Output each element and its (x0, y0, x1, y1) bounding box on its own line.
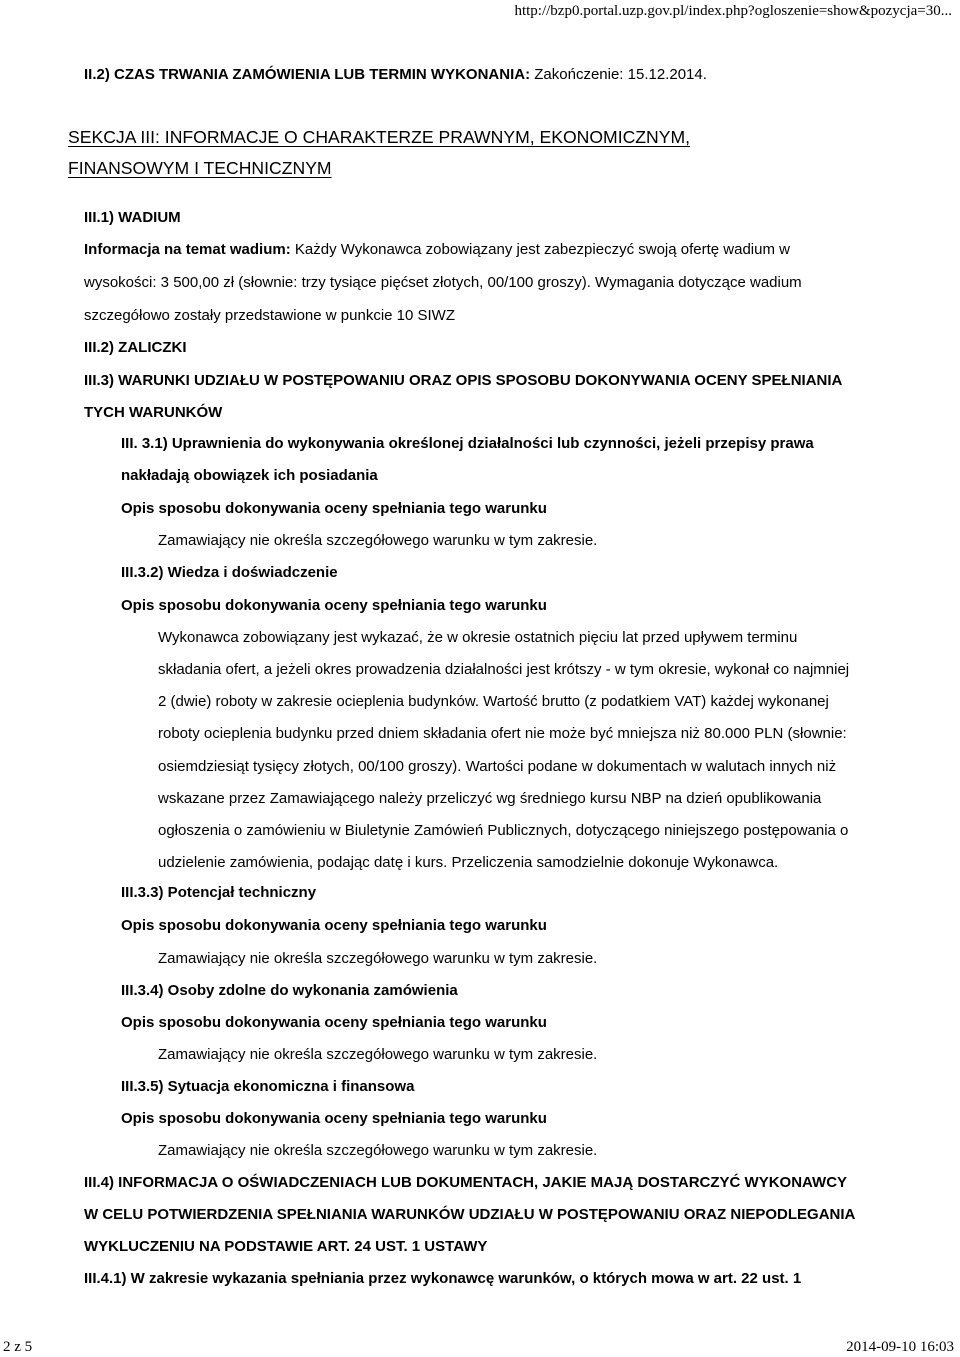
w34-opis: Opis sposobu dokonywania oceny spełniania tego warunku (121, 1014, 547, 1031)
section-ii2-label: II.2) CZAS TRWANIA ZAMÓWIENIA LUB TERMIN WYKONANIA: (84, 66, 531, 83)
w32-line: osiemdziesiąt tysięcy złotych, 00/100 groszy). Wartości podane w dokumentach w walutach innych niż (158, 758, 837, 775)
w32-heading: III.3.2) Wiedza i doświadczenie (121, 564, 338, 581)
w32-line: składania ofert, a jeżeli okres prowadzenia działalności jest krótszy - w tym okresie, wykonał co najmniej (158, 661, 850, 678)
w32-line: 2 (dwie) roboty w zakresie ocieplenia budynków. Wartość brutto (z podatkiem VAT) każdej wykonanej (158, 693, 829, 710)
wadium-label: Informacja na temat wadium: (84, 241, 291, 258)
w32-line: roboty ocieplenia budynku przed dniem składania ofert nie może być mniejsza niż 80.000 PLN (słownie: (158, 725, 847, 742)
w34-heading: III.3.4) Osoby zdolne do wykonania zamówienia (121, 982, 458, 999)
w35-heading: III.3.5) Sytuacja ekonomiczna i finansowa (121, 1078, 415, 1095)
w33-text: Zamawiający nie określa szczegółowego warunku w tym zakresie. (158, 950, 598, 967)
w31-heading-line1: III. 3.1) Uprawnienia do wykonywania określonej działalności lub czynności, jeżeli przepisy prawa (121, 435, 814, 452)
wadium-line1 (84, 241, 790, 259)
w32-line: wskazane przez Zamawiającego należy przeliczyć wg średniego kursu NBP na dzień opublikowania (158, 790, 822, 807)
section-ii2-value: Zakończenie: 15.12.2014. (530, 66, 707, 83)
wadium-heading: III.1) WADIUM (84, 209, 181, 226)
w33-opis: Opis sposobu dokonywania oceny spełniania tego warunku (121, 917, 547, 934)
wadium-line1-text: Każdy Wykonawca zobowiązany jest zabezpieczyć swoją ofertę wadium w (290, 241, 790, 258)
w32-opis: Opis sposobu dokonywania oceny spełniania tego warunku (121, 597, 547, 614)
section-ii2-line (84, 66, 707, 84)
w32-line: Wykonawca zobowiązany jest wykazać, że w okresie ostatnich pięciu lat przed upływem terminu (158, 629, 798, 646)
w35-opis: Opis sposobu dokonywania oceny spełniania tego warunku (121, 1110, 547, 1127)
section-iii-title-line2: FINANSOWYM I TECHNICZNYM (68, 158, 332, 178)
warunki-heading-line2: TYCH WARUNKÓW (84, 404, 223, 421)
warunki-heading-line1: III.3) WARUNKI UDZIAŁU W POSTĘPOWANIU ORAZ OPIS SPOSOBU DOKONYWANIA OCENY SPEŁNIANIA (84, 372, 843, 389)
iii4-heading-line2: W CELU POTWIERDZENIA SPEŁNIANIA WARUNKÓW UDZIAŁU W POSTĘPOWANIU ORAZ NIEPODLEGANIA (84, 1206, 856, 1223)
page-url: http://bzp0.portal.uzp.gov.pl/index.php?ogloszenie=show&pozycja=30... (514, 3, 952, 19)
iii4-heading-line3: WYKLUCZENIU NA PODSTAWIE ART. 24 UST. 1 USTAWY (84, 1238, 488, 1255)
w32-line: udzielenie zamówienia, podając datę i kurs. Przeliczenia samodzielnie dokonuje Wykonawca. (158, 854, 779, 871)
w32-line: ogłoszenia o zamówieniu w Biuletynie Zamówień Publicznych, dotyczącego niniejszego postępowania o (158, 822, 849, 839)
wadium-line2: wysokości: 3 500,00 zł (słownie: trzy tysiące pięćset złotych, 00/100 groszy). Wymagania dotyczące wadium (84, 274, 802, 291)
print-datetime: 2014-09-10 16:03 (846, 1339, 954, 1355)
iii4-heading-line1: III.4) INFORMACJA O OŚWIADCZENIACH LUB DOKUMENTACH, JAKIE MAJĄ DOSTARCZYĆ WYKONAWCY (84, 1174, 848, 1191)
iii41-heading: III.4.1) W zakresie wykazania spełniania przez wykonawcę warunków, o których mowa w art. 22 ust. 1 (84, 1270, 802, 1287)
page-number: 2 z 5 (3, 1339, 33, 1355)
w31-heading-line2: nakładają obowiązek ich posiadania (121, 467, 378, 484)
w31-opis: Opis sposobu dokonywania oceny spełniania tego warunku (121, 500, 547, 517)
section-iii-title-line1: SEKCJA III: INFORMACJE O CHARAKTERZE PRAWNYM, EKONOMICZNYM, (68, 127, 691, 147)
zaliczki-heading: III.2) ZALICZKI (84, 339, 187, 356)
wadium-line3: szczegółowo zostały przedstawione w punkcie 10 SIWZ (84, 307, 456, 324)
w34-text: Zamawiający nie określa szczegółowego warunku w tym zakresie. (158, 1046, 598, 1063)
w35-text: Zamawiający nie określa szczegółowego warunku w tym zakresie. (158, 1142, 598, 1159)
w31-text: Zamawiający nie określa szczegółowego warunku w tym zakresie. (158, 532, 598, 549)
w33-heading: III.3.3) Potencjał techniczny (121, 884, 317, 901)
